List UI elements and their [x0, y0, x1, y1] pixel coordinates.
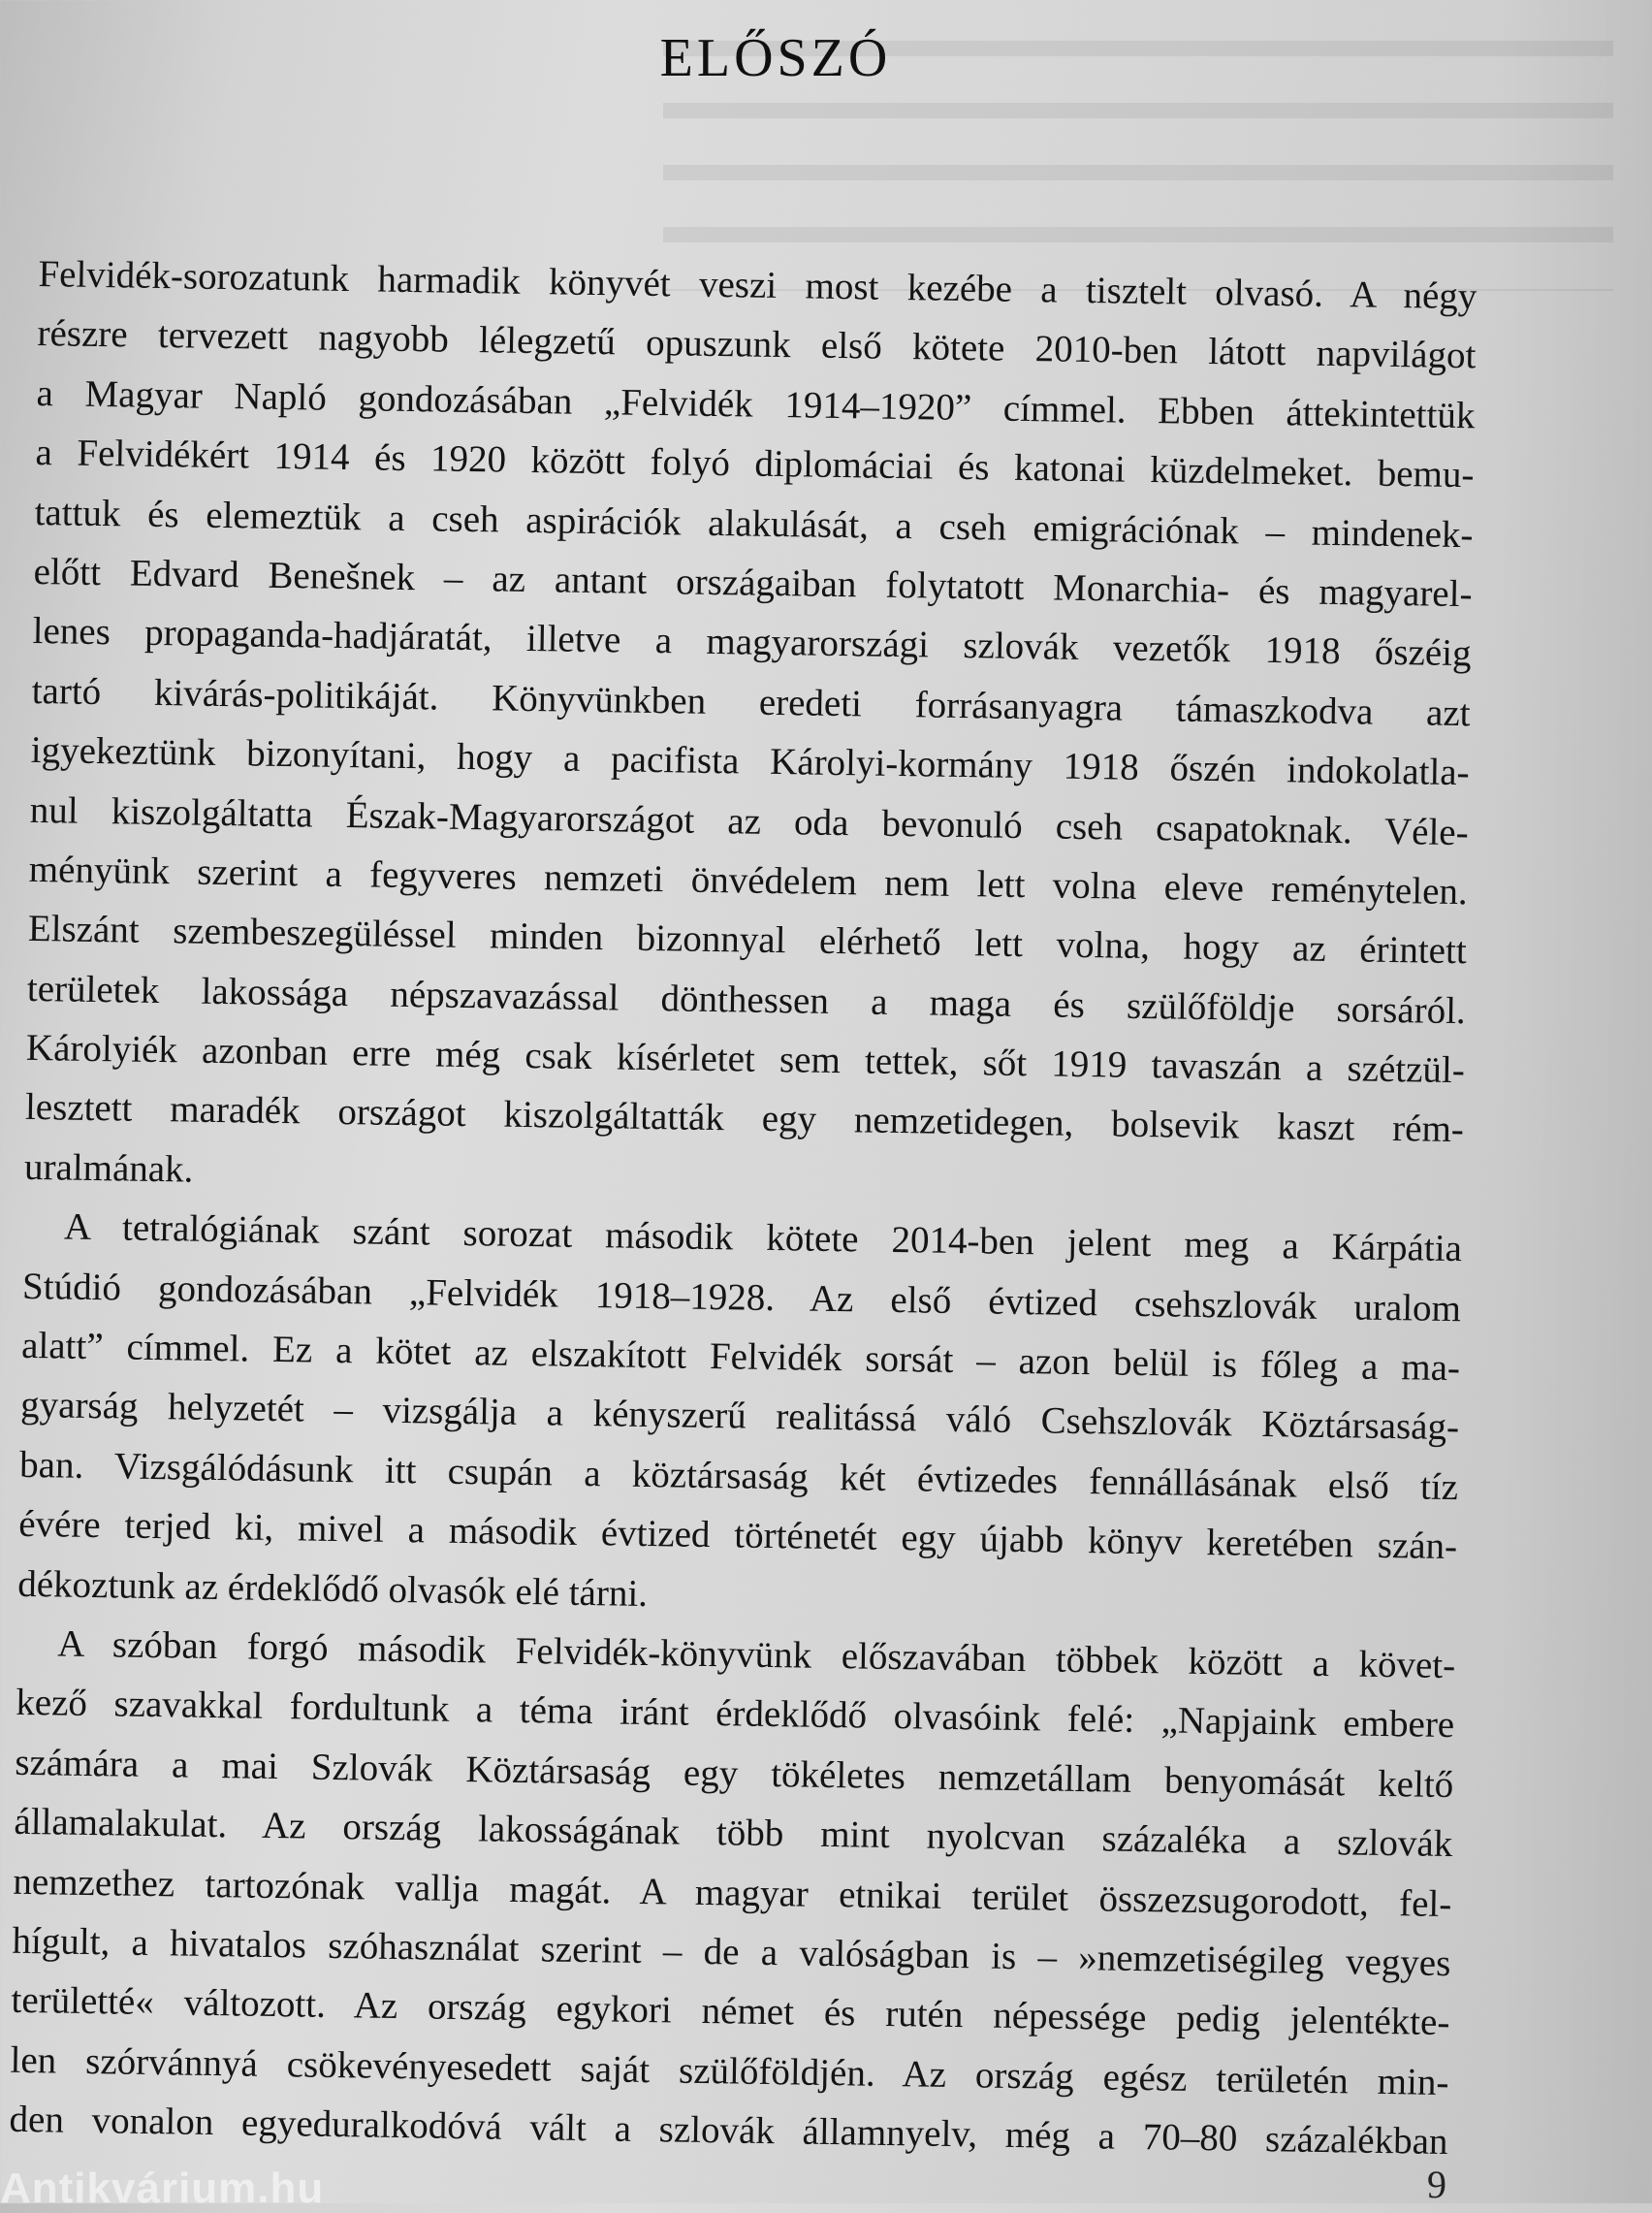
page-fold-shadow — [1497, 0, 1652, 2203]
chapter-title: ELŐSZÓ — [659, 28, 892, 88]
text-line: a Magyar Napló gondozásában „Felvidék 1914–1920” címmel. Ebben áttekintettük — [36, 371, 1476, 437]
text-line: Stúdió gondozásában „Felvidék 1918–1928. Az első évtized csehszlovák uralom — [21, 1265, 1462, 1330]
text-line: Károlyiék azonban erre még csak kísérletet sem tettek, sőt 1919 tavaszán a szétzül- — [25, 1026, 1466, 1092]
paragraph-1 — [24, 244, 1477, 1219]
text-line: ban. Vizsgálódásunk itt csupán a köztársaság két évtizedes fennállásának első tíz — [18, 1443, 1459, 1508]
text-line: nemzethez tartozónak vallja magát. A magyar etnikai terület összezsugorodott, fel- — [13, 1860, 1452, 1925]
text-line: tattuk és elemeztük a cseh aspirációk alakulását, a cseh emigrációnak – mindenek- — [34, 491, 1474, 556]
text-line: kező szavakkal fordultunk a téma iránt érdeklődő olvasóink felé: „Napjaink embere — [16, 1682, 1455, 1747]
text-line: den vonalon egyeduralkodóvá vált a szlovák államnyelv, még a 70–80 százalékban — [9, 2098, 1448, 2164]
text-line: részre tervezett nagyobb lélegzetű opuszunk első kötete 2010-ben látott napvilágot — [37, 312, 1477, 377]
text-line: lenes propaganda-hadjáratát, illetve a magyarországi szlovák vezetők 1918 őszéig — [32, 610, 1472, 675]
text-line: gyarság helyzetét – vizsgálja a kényszerű realitássá váló Csehszlovák Köztársaság- — [19, 1384, 1460, 1449]
text-line: A tetralógiának szánt sorozat második kötete 2014-ben jelent meg a Kárpátia — [63, 1205, 1463, 1270]
text-line: A szóban forgó második Felvidék-könyvünk előszavában többek között a követ- — [56, 1622, 1456, 1687]
text-line: uralmának. — [23, 1145, 194, 1191]
text-line: számára a mai Szlovák Köztársaság egy tökéletes nemzetállam benyomását keltő — [15, 1741, 1454, 1806]
paragraph-3 — [9, 1614, 1455, 2172]
text-line: Elszánt szembeszegüléssel minden bizonnyal elérhető lett volna, hogy az érintett — [27, 908, 1468, 973]
paragraph-2 — [17, 1197, 1463, 1636]
text-line: hígult, a hivatalos szóhasználat szerint – de a valóságban is – »nemzetiségileg vegyes — [12, 1919, 1451, 1985]
text-line: Felvidék-sorozatunk harmadik könyvét veszi most kezébe a tisztelt olvasó. A négy — [38, 252, 1477, 318]
text-line: területek lakossága népszavazással dönthessen a maga és szülőföldje sorsáról. — [26, 967, 1467, 1032]
text-line: területté« változott. Az ország egykori német és rutén népessége pedig jelentékte- — [11, 1979, 1450, 2044]
text-line: tartó kivárás-politikáját. Könyvünkben eredeti forrásanyagra támaszkodva azt — [31, 669, 1471, 734]
text-line: évére terjed ki, mivel a második évtized történetét egy újabb könyv keretében szán- — [17, 1503, 1458, 1568]
text-line: ményünk szerint a fegyveres nemzeti önvédelem nem lett volna eleve reménytelen. — [28, 848, 1469, 914]
text-line: dékoztunk az érdeklődő olvasók elé tárni. — [16, 1562, 649, 1615]
text-line: előtt Edvard Benešnek – az antant országaiban folytatott Monarchia- és magyarel- — [33, 550, 1473, 616]
text-line: államalakulat. Az ország lakosságának több mint nyolcvan százaléka a szlovák — [14, 1800, 1453, 1866]
text-line: len szórvánnyá csökevényesedett saját szülőföldjén. Az ország egész területén min- — [10, 2038, 1449, 2103]
watermark: Antikvárium.hu — [0, 2165, 325, 2212]
text-line: alatt” címmel. Ez a kötet az elszakított Felvidék sorsát – azon belül is főleg a ma- — [20, 1324, 1461, 1390]
body-text — [9, 244, 1477, 2172]
page-number: 9 — [1427, 2163, 1446, 2206]
text-line: igyekeztünk bizonyítani, hogy a pacifista Károlyi-kormány 1918 őszén indokolatla- — [30, 729, 1470, 794]
text-line: a Felvidékért 1914 és 1920 között folyó diplomáciai és katonai küzdelmeket. bemu- — [35, 432, 1475, 497]
text-line: lesztett maradék országot kiszolgáltatták egy nemzetidegen, bolsevik kaszt rém- — [24, 1086, 1465, 1151]
text-line: nul kiszolgáltatta Észak-Magyarországot az oda bevonuló cseh csapatoknak. Véle- — [29, 788, 1469, 853]
